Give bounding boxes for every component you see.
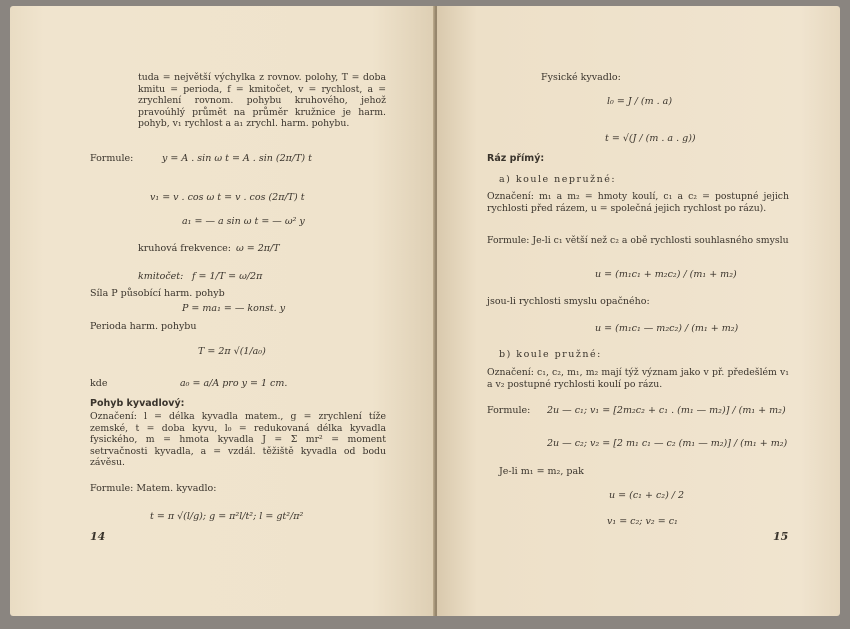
omega-label: kruhová frekvence: — [138, 243, 231, 254]
equation-u3: u = (c₁ + c₂) / 2 — [609, 490, 685, 501]
equation-T: T = 2π √(1/a₀) — [198, 346, 266, 357]
equation-t: t = √(J / (m . a . g)) — [605, 133, 696, 144]
jeli-line: Je-li m₁ = m₂, pak — [499, 466, 584, 477]
equation-y: y = A . sin ω t = A . sin (2π/T) t — [162, 153, 312, 164]
perioda-line: Perioda harm. pohybu — [90, 321, 197, 332]
equation-b2: 2u — c₂; v₂ = [2 m₁ c₁ — c₂ (m₁ — m₂)] / (m₁ + m₂) — [547, 438, 788, 449]
oznaceni-b: Označení: c₁, c₂, m₁, m₂ mají týž význam jako v př. předešlém v₁ a v₂ postupné rychlosti koulí po rázu. — [487, 367, 789, 390]
left-page — [10, 6, 436, 616]
formule-a: Formule: Je-li c₁ větší než c₂ a obě rychlosti souhlasného smyslu — [487, 235, 789, 246]
oznaceni-a: Označení: m₁ a m₂ = hmoty koulí, c₁ a c₂ = postupné jejich rychlosti před rázem, u = společná jejich rychlost po rázu). — [487, 191, 789, 214]
jsouli-line: jsou-li rychlosti smyslu opačného: — [487, 296, 650, 307]
oznaceni-kyvadlo: Označení: l = délka kyvadla matem., g = zrychlení tíže zemské, t = doba kyvu, l₀ = redukovaná délka kyvadla fysického, m = hmota kyvadla J = Σ mr² = moment setrvačnosti kyvadla, a = vzdál. těžiště kyvadla od bodu závěsu. — [90, 411, 386, 468]
left-intro: tuda = největší výchylka z rovnov. polohy, T = doba kmitu = perioda, f = kmitočet, v = rychlost, a = zrychlení rovnom. pohybu kruhového, jehož pravoúhlý průmět na průměr kružnice je harm. pohyb, v₁ rychlost a a₁ zrychl. harm. pohybu. — [138, 72, 386, 129]
equation-last: v₁ = c₂; v₂ = c₁ — [607, 516, 678, 527]
kde-label: kde — [90, 378, 108, 389]
heading-raz-primy: Ráz přímý: — [487, 153, 545, 164]
equation-f: f = 1/T = ω/2π — [192, 271, 263, 282]
right-page — [437, 6, 840, 616]
equation-u1: u = (m₁c₁ + m₂c₂) / (m₁ + m₂) — [595, 269, 737, 280]
subheading-b: b) koule pružné: — [499, 349, 602, 360]
formule-b-label: Formule: — [487, 405, 531, 416]
equation-a0: a₀ = a/A pro y = 1 cm. — [180, 378, 288, 389]
kmitocet-label: kmitočet: — [138, 271, 184, 282]
equation-P: P = ma₁ = — konst. y — [182, 303, 286, 314]
sila-line: Síla P působící harm. pohyb — [90, 288, 225, 299]
equation-b1: 2u — c₁; v₁ = [2m₂c₂ + c₁ . (m₁ — m₂)] / (m₁ + m₂) — [547, 405, 786, 416]
subheading-a: a) koule nepružné: — [499, 174, 617, 185]
formule-label: Formule: — [90, 153, 134, 164]
equation-matem: t = π √(l/g); g = π²l/t²; l = gt²/π² — [150, 511, 304, 522]
equation-u2: u = (m₁c₁ — m₂c₂) / (m₁ + m₂) — [595, 323, 739, 334]
page-number-left: 14 — [90, 530, 106, 543]
equation-a1: a₁ = — a sin ω t = — ω² y — [182, 216, 305, 227]
equation-omega: ω = 2π/T — [236, 243, 280, 254]
equation-l0: l₀ = J / (m . a) — [607, 96, 673, 107]
page-number-right: 15 — [773, 530, 789, 543]
heading-pohyb-kyvadlovy: Pohyb kyvadlový: — [90, 398, 185, 409]
fys-title: Fysické kyvadlo: — [541, 72, 621, 83]
equation-v1: v₁ = v . cos ω t = v . cos (2π/T) t — [150, 192, 305, 203]
formule-matem: Formule: Matem. kyvadlo: — [90, 483, 217, 494]
